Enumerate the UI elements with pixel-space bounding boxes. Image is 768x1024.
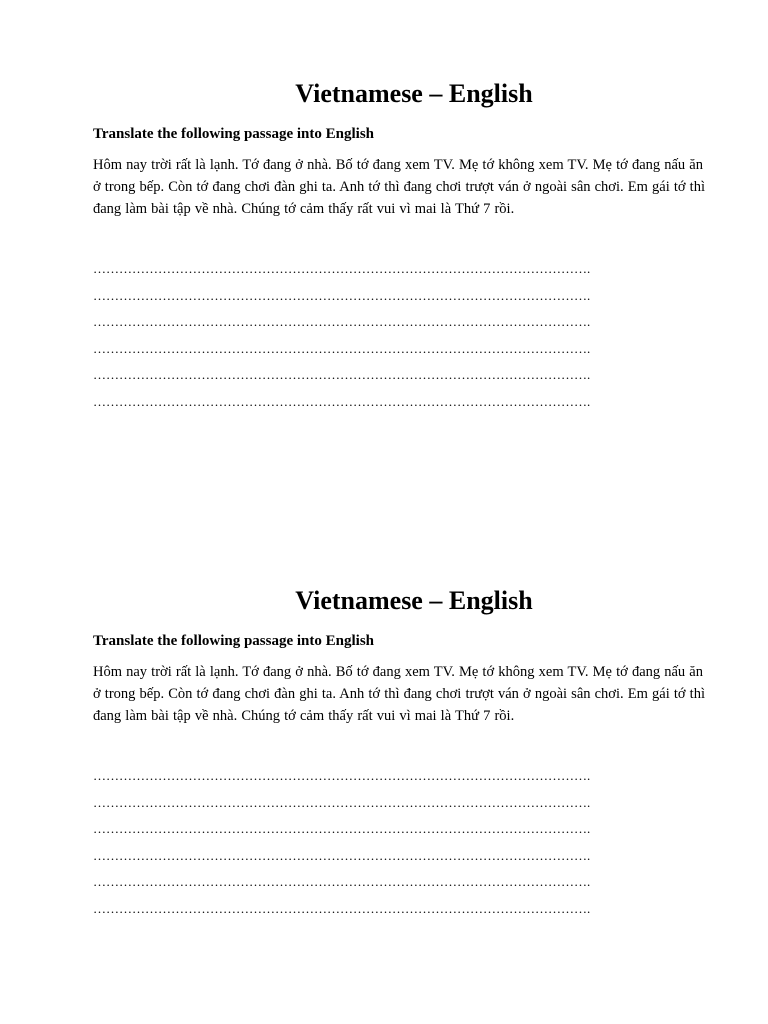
worksheet-title: Vietnamese – English: [295, 79, 533, 108]
answer-line: …………………………………………………………………………………………………….: [93, 314, 591, 330]
worksheet-title: Vietnamese – English: [295, 586, 533, 615]
answer-line: …………………………………………………………………………………………………….: [93, 340, 591, 356]
worksheet-instruction: Translate the following passage into English: [93, 633, 375, 649]
answer-line: …………………………………………………………………………………………………….: [93, 261, 591, 276]
answer-line: …………………………………………………………………………………………………….: [93, 367, 591, 383]
answer-lines: [93, 256, 709, 416]
answer-line: …………………………………………………………………………………………………….: [93, 847, 591, 863]
worksheet-passage: Hôm nay trời rất là lạnh. Tớ đang ở nhà. Bố tớ đang xem TV. Mẹ tớ không xem TV. Mẹ tớ đang nấu ăn ở trong bếp. Còn tớ đang chơi đàn ghi ta. Anh tớ thì đang chơi trượt ván ở ngoài sân chơi. Em gái tớ thì đang làm bài tập về nhà. Chúng tớ cảm thấy rất vui vì mai là Thứ 7 rồi.: [93, 157, 705, 217]
answer-lines: [93, 763, 709, 923]
worksheet-instruction: Translate the following passage into English: [93, 126, 375, 142]
worksheet-1: [93, 78, 709, 416]
answer-line: …………………………………………………………………………………………………….: [93, 287, 591, 303]
answer-line: …………………………………………………………………………………………………….: [93, 900, 591, 916]
answer-line: …………………………………………………………………………………………………….: [93, 821, 591, 837]
answer-line: …………………………………………………………………………………………………….: [93, 794, 591, 810]
answer-line: …………………………………………………………………………………………………….: [93, 393, 591, 409]
worksheet-passage: Hôm nay trời rất là lạnh. Tớ đang ở nhà. Bố tớ đang xem TV. Mẹ tớ không xem TV. Mẹ tớ đang nấu ăn ở trong bếp. Còn tớ đang chơi đàn ghi ta. Anh tớ thì đang chơi trượt ván ở ngoài sân chơi. Em gái tớ thì đang làm bài tập về nhà. Chúng tớ cảm thấy rất vui vì mai là Thứ 7 rồi.: [93, 664, 705, 724]
answer-line: …………………………………………………………………………………………………….: [93, 874, 591, 890]
worksheet-2: [93, 585, 709, 923]
answer-line: …………………………………………………………………………………………………….: [93, 768, 591, 783]
